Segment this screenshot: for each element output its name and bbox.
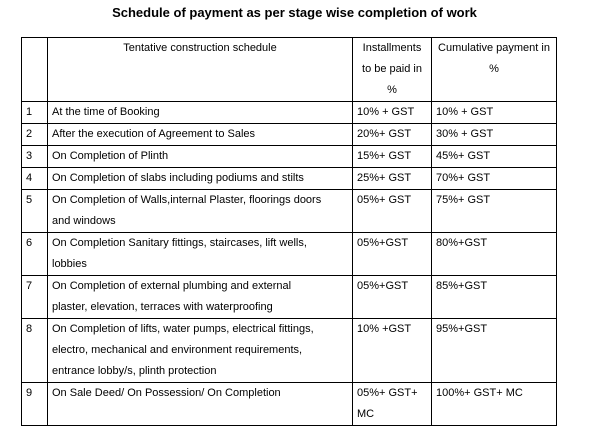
row-installment-line: 20%+ GST: [357, 128, 412, 140]
header-cumulative-line: %: [489, 63, 499, 75]
row-installment-cell: [353, 146, 432, 168]
row-installment-cell: [353, 190, 432, 233]
row-cumulative-line: 100%+ GST+ MC: [436, 387, 523, 399]
table-header-row: [22, 38, 557, 102]
row-cumulative-line: 85%+GST: [436, 280, 488, 292]
row-cumulative-line: 70%+ GST: [436, 172, 491, 184]
row-cumulative-cell: [432, 233, 557, 276]
row-stage-line: On Completion of external plumbing and external: [52, 280, 292, 292]
payment-schedule-table: [21, 37, 557, 426]
table-row: [22, 276, 557, 319]
row-number-cell: 4: [22, 168, 48, 190]
row-number-cell: 6: [22, 233, 48, 276]
row-stage-cell: [48, 276, 353, 319]
row-number-cell: 9: [22, 383, 48, 426]
row-installment-line: 05%+ GST: [357, 194, 412, 206]
row-stage-cell: [48, 102, 353, 124]
row-stage-line: On Sale Deed/ On Possession/ On Completion: [52, 387, 281, 399]
header-stage-cell: [48, 38, 353, 102]
row-cumulative-cell: [432, 168, 557, 190]
row-stage-line: and windows: [52, 215, 116, 227]
header-stage-text: Tentative construction schedule: [123, 42, 277, 54]
row-stage-line: lobbies: [52, 258, 87, 270]
row-number-cell: 3: [22, 146, 48, 168]
row-installment-cell: [353, 233, 432, 276]
table-row: [22, 319, 557, 383]
row-installment-cell: [353, 124, 432, 146]
row-cumulative-line: 45%+ GST: [436, 150, 491, 162]
header-installment-line: to be paid in: [362, 63, 422, 75]
row-stage-cell: [48, 190, 353, 233]
row-stage-cell: [48, 124, 353, 146]
row-cumulative-cell: [432, 319, 557, 383]
table-row: [22, 102, 557, 124]
header-cumulative-line: Cumulative payment in: [438, 42, 550, 54]
row-installment-cell: [353, 168, 432, 190]
row-cumulative-cell: [432, 102, 557, 124]
row-number-cell: 7: [22, 276, 48, 319]
row-stage-line: entrance lobby/s, plinth protection: [52, 365, 217, 377]
row-cumulative-cell: [432, 146, 557, 168]
row-installment-line: 10% + GST: [357, 106, 415, 118]
header-number-cell: [22, 38, 48, 102]
row-number-cell: 8: [22, 319, 48, 383]
row-installment-line: 25%+ GST: [357, 172, 412, 184]
row-cumulative-line: 10% + GST: [436, 106, 494, 118]
table-row: [22, 168, 557, 190]
row-stage-line: At the time of Booking: [52, 106, 160, 118]
row-cumulative-cell: [432, 190, 557, 233]
row-cumulative-cell: [432, 383, 557, 426]
row-stage-line: electro, mechanical and environment requirements,: [52, 344, 303, 356]
row-number-cell: 1: [22, 102, 48, 124]
row-installment-cell: [353, 383, 432, 426]
document-title: Schedule of payment as per stage wise completion of work: [112, 5, 477, 20]
table-row: [22, 146, 557, 168]
row-stage-line: On Completion of Walls,internal Plaster, floorings doors: [52, 194, 322, 206]
row-number-cell: 2: [22, 124, 48, 146]
row-stage-line: On Completion of slabs including podiums and stilts: [52, 172, 304, 184]
row-stage-cell: [48, 383, 353, 426]
row-installment-line: 15%+ GST: [357, 150, 412, 162]
header-installment-cell: [353, 38, 432, 102]
table-row: [22, 124, 557, 146]
row-stage-line: plaster, elevation, terraces with waterproofing: [52, 301, 273, 313]
row-cumulative-cell: [432, 276, 557, 319]
table-row: [22, 190, 557, 233]
row-stage-line: On Completion Sanitary fittings, staircases, lift wells,: [52, 237, 307, 249]
row-stage-cell: [48, 168, 353, 190]
table-body: [22, 38, 557, 426]
row-installment-cell: [353, 319, 432, 383]
header-installment-line: Installments: [362, 42, 422, 54]
row-number-cell: 5: [22, 190, 48, 233]
row-cumulative-line: 75%+ GST: [436, 194, 491, 206]
row-stage-line: On Completion of Plinth: [52, 150, 169, 162]
row-installment-cell: [353, 276, 432, 319]
table-row: [22, 233, 557, 276]
row-cumulative-line: 30% + GST: [436, 128, 494, 140]
row-stage-line: After the execution of Agreement to Sales: [52, 128, 256, 140]
row-stage-cell: [48, 233, 353, 276]
row-cumulative-line: 95%+GST: [436, 323, 488, 335]
row-stage-cell: [48, 319, 353, 383]
row-installment-line: 05%+ GST+: [357, 387, 418, 399]
row-cumulative-line: 80%+GST: [436, 237, 488, 249]
row-installment-line: 05%+GST: [357, 280, 409, 292]
row-installment-line: 10% +GST: [357, 323, 412, 335]
header-installment-line: %: [387, 84, 397, 96]
row-stage-line: On Completion of lifts, water pumps, electrical fittings,: [52, 323, 314, 335]
row-stage-cell: [48, 146, 353, 168]
row-installment-line: 05%+GST: [357, 237, 409, 249]
header-cumulative-cell: [432, 38, 557, 102]
table-row: [22, 383, 557, 426]
row-cumulative-cell: [432, 124, 557, 146]
row-installment-cell: [353, 102, 432, 124]
row-installment-line: MC: [357, 408, 375, 420]
